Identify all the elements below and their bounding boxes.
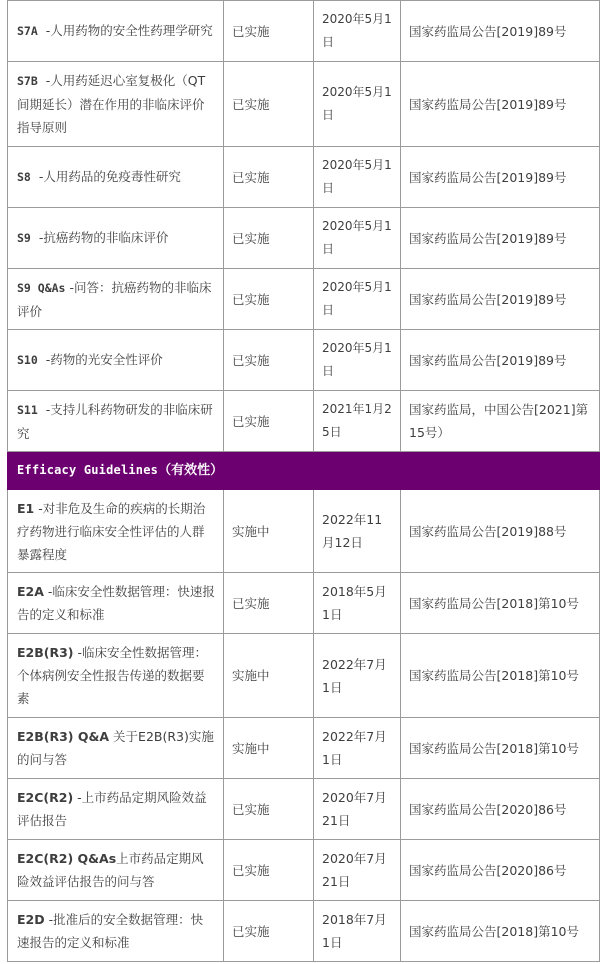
table-row — [8, 330, 600, 391]
table-row — [8, 208, 600, 269]
guideline-title-cell — [8, 62, 224, 147]
status-cell: 已实施 — [224, 330, 314, 391]
guideline-code: E2B(R3) Q&A — [17, 729, 110, 744]
date-cell: 2020年7月21日 — [314, 840, 401, 901]
notice-cell: 国家药监局公告[2019]88号 — [401, 490, 600, 573]
guideline-title: -批准后的安全数据管理：快速报告的定义和标准 — [17, 912, 204, 950]
guideline-title: 上市药品定期风险效益评估报告的问与答 — [17, 851, 204, 889]
notice-cell: 国家药监局公告[2019]89号 — [401, 1, 600, 62]
guideline-title-cell — [8, 1, 224, 62]
table-row — [8, 62, 600, 147]
guideline-code: S11 — [17, 402, 38, 417]
guideline-title-cell — [8, 718, 224, 779]
guideline-code: S7A — [17, 24, 38, 38]
status-cell: 已实施 — [224, 840, 314, 901]
date-cell: 2020年5月1日 — [314, 147, 401, 208]
date-cell: 2018年5月1日 — [314, 573, 401, 634]
status-cell: 已实施 — [224, 573, 314, 634]
table-row — [8, 391, 600, 452]
date-cell: 2021年1月25日 — [314, 391, 401, 452]
date-cell: 2020年5月1日 — [314, 62, 401, 147]
status-cell: 实施中 — [224, 634, 314, 718]
guideline-code: S9 — [17, 231, 31, 245]
table-row — [8, 1, 600, 62]
status-cell: 已实施 — [224, 391, 314, 452]
guideline-code: S7B — [17, 74, 38, 88]
guideline-title-cell — [8, 840, 224, 901]
date-cell: 2018年7月1日 — [314, 901, 401, 962]
status-cell: 已实施 — [224, 1, 314, 62]
date-cell: 2020年5月1日 — [314, 330, 401, 391]
notice-cell: 国家药监局公告[2019]89号 — [401, 208, 600, 269]
guideline-code: S10 — [17, 353, 38, 367]
guideline-code: E1 — [17, 500, 35, 516]
status-cell: 实施中 — [224, 718, 314, 779]
table-row — [8, 840, 600, 901]
date-cell: 2020年7月21日 — [314, 779, 401, 840]
guideline-code: E2C(R2) — [17, 790, 74, 805]
guideline-title: -人用药延迟心室复极化（QT间期延长）潜在作用的非临床评价指导原则 — [17, 73, 206, 135]
section-header-row — [8, 452, 600, 490]
date-cell: 2022年7月1日 — [314, 718, 401, 779]
guideline-title: -人用药物的安全性药理学研究 — [41, 23, 213, 38]
section-title-en: Efficacy Guidelines — [17, 463, 159, 477]
guideline-title: -上市药品定期风险效益评估报告 — [17, 790, 207, 828]
notice-cell: 国家药监局公告[2018]第10号 — [401, 901, 600, 962]
guideline-title: -人用药品的免疫毒性研究 — [34, 169, 181, 184]
table-row — [8, 573, 600, 634]
guideline-code: S9 Q&As — [17, 280, 66, 295]
guidelines-table — [7, 0, 600, 962]
date-cell: 2020年5月1日 — [314, 1, 401, 62]
section-header — [8, 452, 600, 490]
notice-cell: 国家药监局公告[2020]86号 — [401, 840, 600, 901]
guideline-code: E2A — [17, 584, 44, 599]
notice-cell: 国家药监局公告[2018]第10号 — [401, 573, 600, 634]
guideline-title-cell — [8, 490, 224, 573]
status-cell: 已实施 — [224, 62, 314, 147]
guideline-title: -临床安全性数据管理：个体病例安全性报告传递的数据要素 — [17, 645, 207, 706]
notice-cell: 国家药监局公告[2019]89号 — [401, 330, 600, 391]
date-cell: 2020年5月1日 — [314, 269, 401, 330]
guideline-title: -问答：抗癌药物的非临床评价 — [17, 279, 212, 319]
notice-cell: 国家药监局公告[2019]89号 — [401, 147, 600, 208]
guideline-title-cell — [8, 634, 224, 718]
status-cell: 已实施 — [224, 208, 314, 269]
guideline-title: -临床安全性数据管理：快速报告的定义和标准 — [17, 584, 215, 622]
status-cell: 已实施 — [224, 269, 314, 330]
guideline-title: 关于E2B(R3)实施的问与答 — [17, 729, 214, 767]
section-title-zh: （有效性） — [158, 463, 224, 478]
notice-cell: 国家药监局，中国公告[2021]第15号） — [401, 391, 600, 452]
guideline-title-cell — [8, 573, 224, 634]
guideline-title-cell — [8, 147, 224, 208]
table-row — [8, 490, 600, 573]
table-row — [8, 718, 600, 779]
notice-cell: 国家药监局公告[2019]89号 — [401, 269, 600, 330]
status-cell: 实施中 — [224, 490, 314, 573]
guideline-title: -对非危及生命的疾病的长期治疗药物进行临床安全性评估的人群暴露程度 — [17, 500, 206, 562]
guideline-title-cell — [8, 391, 224, 452]
guideline-title-cell — [8, 208, 224, 269]
table-row — [8, 147, 600, 208]
date-cell: 2022年11月12日 — [314, 490, 401, 573]
notice-cell: 国家药监局公告[2019]89号 — [401, 62, 600, 147]
date-cell: 2022年7月1日 — [314, 634, 401, 718]
guideline-title-cell — [8, 269, 224, 330]
guideline-title-cell — [8, 779, 224, 840]
notice-cell: 国家药监局公告[2020]86号 — [401, 779, 600, 840]
guideline-code: E2C(R2) Q&As — [17, 851, 117, 866]
table-row — [8, 634, 600, 718]
status-cell: 已实施 — [224, 779, 314, 840]
guideline-title-cell — [8, 330, 224, 391]
table-row — [8, 901, 600, 962]
guideline-code: E2D — [17, 912, 45, 927]
guideline-code: E2B(R3) — [17, 645, 74, 660]
guideline-title-cell — [8, 901, 224, 962]
guideline-title: -抗癌药物的非临床评价 — [34, 230, 169, 245]
guideline-code: S8 — [17, 170, 31, 184]
notice-cell: 国家药监局公告[2018]第10号 — [401, 718, 600, 779]
date-cell: 2020年5月1日 — [314, 208, 401, 269]
guideline-title: -药物的光安全性评价 — [41, 352, 163, 367]
status-cell: 已实施 — [224, 901, 314, 962]
table-row — [8, 269, 600, 330]
status-cell: 已实施 — [224, 147, 314, 208]
guideline-title: -支持儿科药物研发的非临床研究 — [17, 401, 213, 441]
notice-cell: 国家药监局公告[2018]第10号 — [401, 634, 600, 718]
table-row — [8, 779, 600, 840]
